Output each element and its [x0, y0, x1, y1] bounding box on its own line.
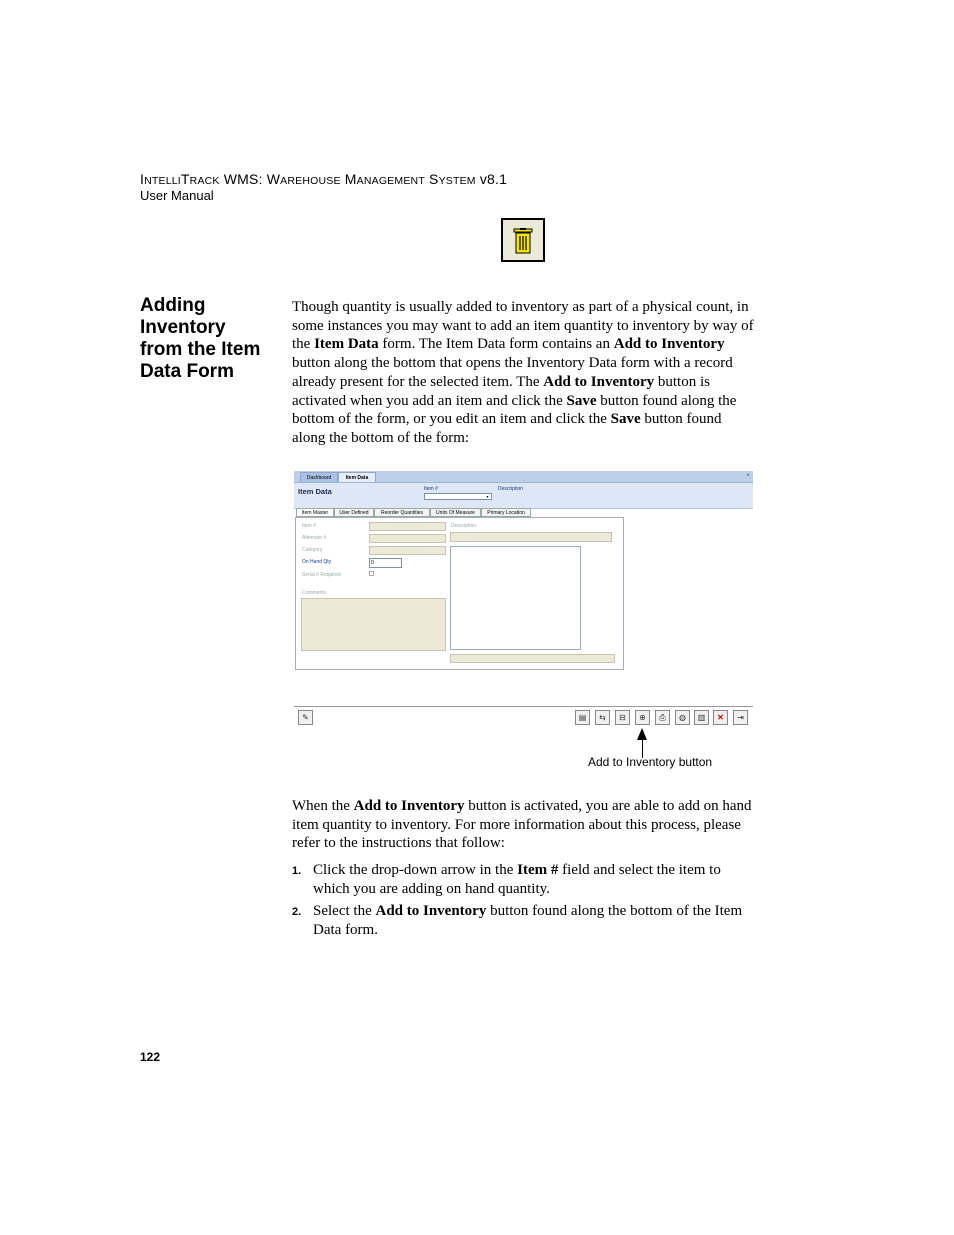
text-run: button found along the bottom of the form, or you edit an item and click the — [292, 392, 737, 428]
text-run: button found along the bottom of the form: — [292, 411, 722, 446]
header-title-run: NTELLI — [144, 175, 181, 187]
category-label: Category — [302, 547, 323, 553]
description-field[interactable] — [450, 532, 612, 542]
header-title-run: I — [140, 171, 145, 187]
activation-paragraph — [292, 797, 756, 853]
add-to-inventory-button[interactable]: ⊕ — [635, 710, 650, 725]
running-header-title — [140, 171, 507, 187]
item-number-dropdown[interactable] — [424, 493, 492, 500]
comments-label: Comments — [302, 590, 327, 596]
subtab-user-defined[interactable]: User Defined — [334, 508, 374, 517]
toolbar-button-1[interactable]: ▤ — [575, 710, 590, 725]
on-hand-qty-input[interactable] — [369, 558, 402, 568]
header-title-run: YSTEM — [438, 175, 476, 187]
text-run: button along the bottom that opens the Inventory Data form with a record already present for the selected item. The — [292, 355, 733, 390]
document-tab-bar — [294, 471, 753, 483]
bold-term: Item Data — [314, 336, 379, 353]
image-panel — [450, 546, 581, 650]
subtab-units-of-measure[interactable]: Units Of Measure — [430, 508, 481, 517]
bold-term: Item # — [517, 862, 559, 878]
steps-list — [292, 861, 756, 944]
subtab-primary-location[interactable]: Primary Location — [481, 508, 531, 517]
exit-button[interactable]: ⇥ — [733, 710, 748, 725]
toolbar-button-5[interactable]: ⎙ — [655, 710, 670, 725]
header-title-run: v8.1 — [475, 171, 508, 187]
header-title-run: WMS: W — [219, 171, 281, 187]
item-number-field[interactable] — [369, 522, 446, 531]
text-run: button found along the bottom of the Item Data form. — [313, 903, 743, 939]
form-header — [294, 483, 753, 509]
edit-button[interactable]: ✎ — [298, 710, 313, 725]
item-master-panel — [295, 517, 624, 670]
text-run: When the — [292, 798, 354, 814]
on-hand-qty-value: 0 — [371, 560, 374, 566]
callout-label: Add to Inventory button — [588, 755, 713, 769]
header-title-run: T — [180, 171, 190, 187]
list-item — [292, 902, 756, 939]
chevron-down-icon[interactable]: ▾ — [486, 494, 489, 499]
header-title-run: RACK — [189, 175, 220, 187]
serial-required-checkbox[interactable] — [369, 571, 374, 576]
header-title-run: M — [340, 171, 357, 187]
bold-term: Add to Inventory — [543, 373, 655, 390]
step-number: 2. — [292, 906, 302, 919]
item-data-form-screenshot — [294, 471, 753, 671]
bold-term: Add to Inventory — [353, 798, 465, 814]
alternate-number-label: Alternate # — [302, 535, 327, 541]
toolbar-divider — [294, 706, 753, 707]
header-title-run: S — [424, 171, 439, 187]
tab-dashboard[interactable]: Dashboard — [300, 472, 338, 482]
cancel-button[interactable]: ✕ — [713, 710, 728, 725]
serial-required-label: Serial # Required — [302, 572, 341, 578]
text-run: button is activated when you add an item and click the — [292, 373, 710, 409]
item-number-field-label: Item # — [302, 523, 316, 529]
list-item — [292, 861, 756, 898]
header-title-run: AREHOUSE — [280, 175, 341, 187]
subtab-item-master[interactable]: Item Master — [296, 508, 334, 517]
close-icon[interactable]: × — [746, 473, 750, 479]
toolbar-button-3[interactable]: ⊟ — [615, 710, 630, 725]
text-run: Though quantity is usually added to inventory as part of a physical count, in some instances you may want to add an item quantity to inventory by way of the — [292, 299, 754, 353]
comments-field[interactable] — [301, 598, 446, 651]
bold-term: Save — [566, 392, 597, 409]
step-text — [313, 862, 721, 897]
subtab-reorder-quantities[interactable]: Reorder Quantities — [374, 508, 430, 517]
delete-button[interactable]: ▥ — [694, 710, 709, 725]
bold-term: Save — [610, 411, 641, 428]
text-run: form. The Item Data form contains an — [378, 336, 614, 353]
trash-icon — [513, 228, 533, 254]
form-title: Item Data — [298, 487, 332, 496]
page-number: 122 — [140, 1050, 161, 1064]
item-number-label: Item # — [424, 486, 438, 492]
step-text — [313, 903, 742, 938]
delete-button-illustration — [501, 218, 545, 262]
step-number: 1. — [292, 865, 302, 877]
image-path-field[interactable] — [450, 654, 615, 663]
on-hand-qty-label: On Hand Qty — [302, 559, 332, 565]
description-label: Description — [451, 523, 477, 529]
header-title-run: ANAGEMENT — [356, 175, 425, 187]
toolbar-button-6[interactable]: ◍ — [675, 710, 690, 725]
tab-item-data[interactable]: Item Data — [338, 472, 376, 482]
category-dropdown[interactable] — [369, 546, 446, 555]
toolbar-button-2[interactable]: ⇆ — [595, 710, 610, 725]
running-header-subtitle: User Manual — [140, 188, 214, 203]
text-run: Select the — [313, 903, 376, 920]
text-run: Click the drop-down arrow in the — [313, 862, 518, 878]
bold-term: Add to Inventory — [375, 903, 487, 920]
description-header-label: Description — [498, 486, 524, 492]
bold-term: Add to Inventory — [613, 336, 725, 353]
text-run: field and select the item to which you are adding on hand quantity. — [313, 862, 721, 897]
section-heading: Adding Inventory from the Item Data Form — [140, 295, 261, 382]
intro-paragraph — [292, 298, 756, 448]
alternate-number-field[interactable] — [369, 534, 446, 543]
text-run: button is activated, you are able to add on hand item quantity to inventory. For more information about this process, please refer to the instructions that follow: — [292, 798, 752, 852]
